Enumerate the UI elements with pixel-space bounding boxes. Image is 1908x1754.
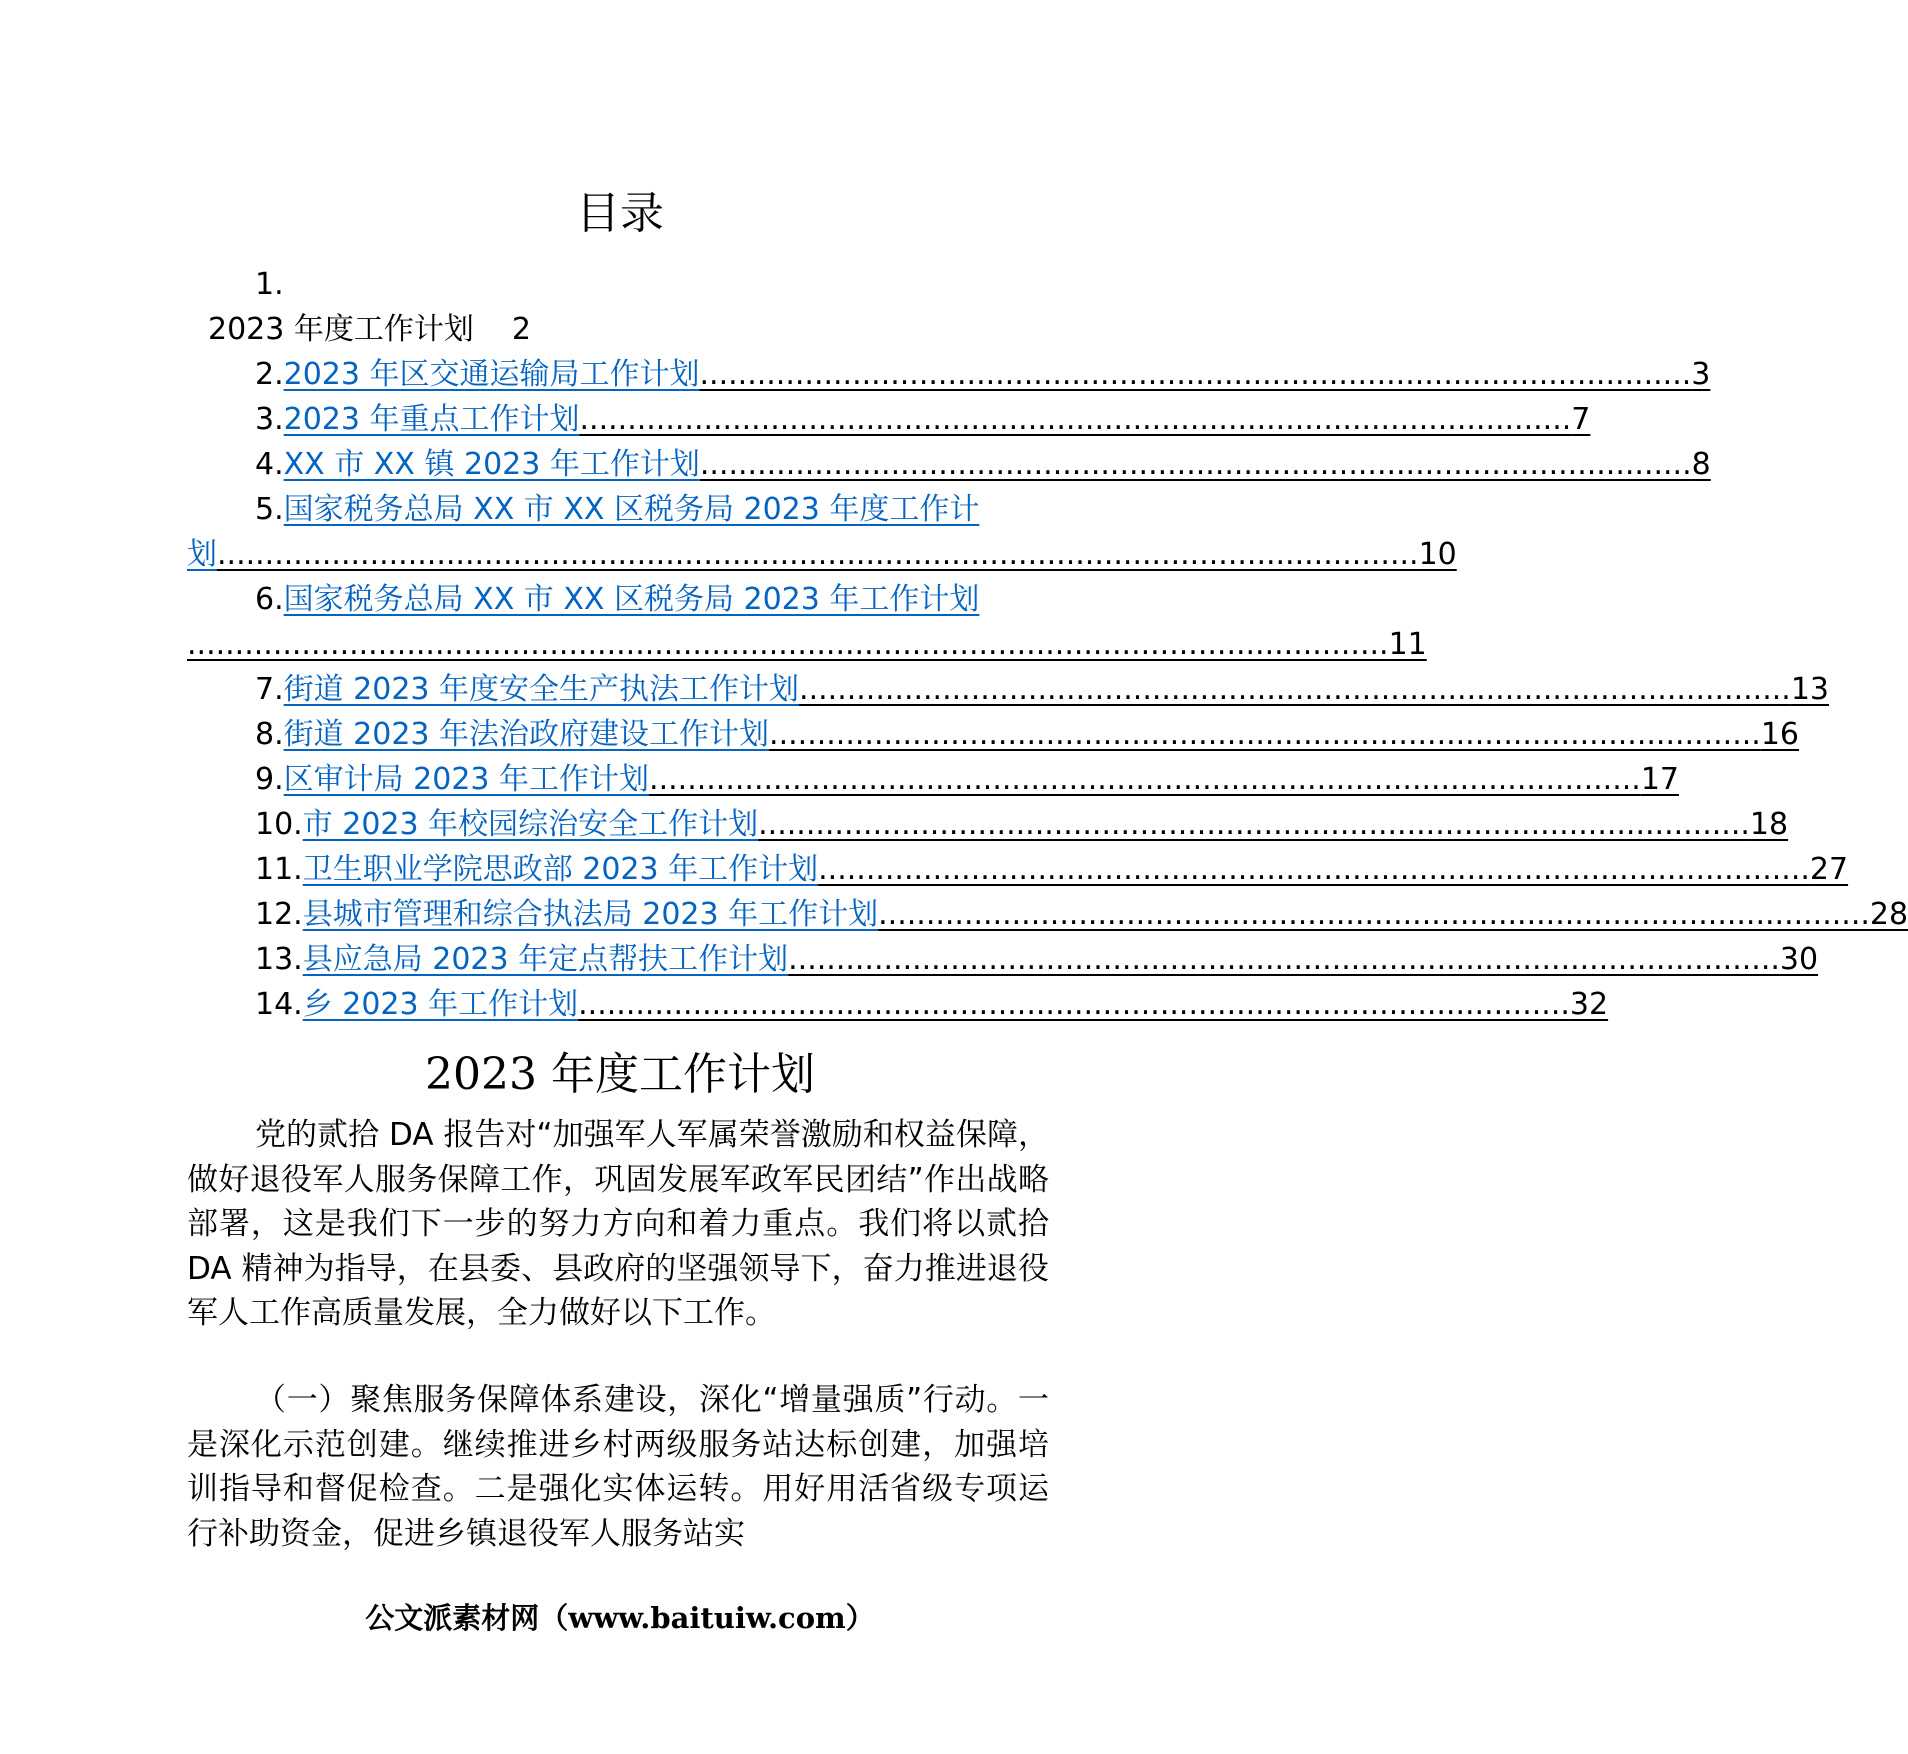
toc-entry-page: 8 (1691, 447, 1711, 482)
toc-entry-number: 2. (255, 357, 284, 392)
toc-entry-link[interactable]: XX 市 XX 镇 2023 年工作计划 (283, 447, 700, 482)
toc-leader-dots: ........................................................................................................ (699, 357, 1692, 392)
toc-entry-number: 8. (255, 717, 284, 752)
toc-entry-number: 11. (255, 852, 303, 887)
toc-entry-page: 17 (1640, 762, 1679, 797)
toc-entry-number: 14. (255, 987, 303, 1022)
toc-leader-dots: ........................................................................................................ (799, 672, 1791, 707)
toc-entry-page: 16 (1760, 717, 1799, 752)
toc-entry-11[interactable] (187, 847, 1849, 892)
toc-entry-5-continued[interactable] (187, 532, 1457, 577)
toc-entry-link[interactable]: 街道 2023 年法治政府建设工作计划 (283, 717, 770, 752)
toc-entry-title: 2023 年度工作计划 (208, 312, 474, 347)
toc-entry-13[interactable] (187, 937, 1819, 982)
section-title: 2023 年度工作计划 (425, 1049, 815, 1100)
toc-entry-6-continued[interactable] (187, 622, 1427, 667)
toc-entry-8[interactable] (187, 712, 1799, 757)
toc-leader-dots: ........................................................................................................ (649, 762, 1641, 797)
toc-leader-dots: ........................................................................................................ (758, 807, 1750, 842)
toc-leader-dots: .............................................................................................................................. (187, 627, 1389, 662)
toc-entry-number: 10. (255, 807, 303, 842)
toc-entry-number: 6. (255, 582, 284, 617)
toc-entry-4[interactable] (187, 442, 1711, 487)
toc-leader-dots: .............................................................................................................................. (217, 537, 1419, 572)
toc-entry-link[interactable]: 县应急局 2023 年定点帮扶工作计划 (302, 942, 789, 977)
toc-entry-link[interactable]: 卫生职业学院思政部 2023 年工作计划 (302, 852, 819, 887)
toc-entry-link[interactable]: 县城市管理和综合执法局 2023 年工作计划 (302, 897, 879, 932)
toc-entry-number: 7. (255, 672, 284, 707)
toc-entry-1[interactable] (187, 307, 1055, 352)
toc-entry-link[interactable]: 区审计局 2023 年工作计划 (283, 762, 650, 797)
toc-entry-link[interactable]: 国家税务总局 XX 市 XX 区税务局 2023 年工作计划 (283, 582, 980, 617)
toc-entry-number: 9. (255, 762, 284, 797)
toc-entry-12[interactable] (187, 892, 1908, 937)
toc-entry-2[interactable] (187, 352, 1711, 397)
toc-entry-number: 4. (255, 447, 284, 482)
toc-entry-10[interactable] (187, 802, 1789, 847)
toc-entry-number: 13. (255, 942, 303, 977)
toc-entry-link[interactable]: 乡 2023 年工作计划 (302, 987, 579, 1022)
toc-leader-dots: ........................................................................................................ (578, 987, 1570, 1022)
toc-leader-dots: ........................................................................................................ (818, 852, 1810, 887)
toc-entry-page: 13 (1790, 672, 1829, 707)
toc-leader-dots: ........................................................................................................ (878, 897, 1870, 932)
toc-entry-7[interactable] (187, 667, 1829, 712)
toc-entry-link[interactable]: 2023 年重点工作计划 (283, 402, 580, 437)
toc-entry-page: 28 (1869, 897, 1908, 932)
toc-entry-page: 32 (1569, 987, 1609, 1022)
toc-entry-page: 7 (1571, 402, 1591, 437)
toc-entry-page: 10 (1418, 537, 1457, 572)
toc-entry-link[interactable]: 街道 2023 年度安全生产执法工作计划 (283, 672, 800, 707)
toc-entry-5[interactable] (187, 487, 1055, 532)
toc-leader-dots: ........................................................................................................ (769, 717, 1761, 752)
toc-entry-1-number-line (187, 262, 1055, 307)
toc-entry-number: 5. (255, 492, 284, 527)
toc-entry-3[interactable] (187, 397, 1591, 442)
toc-entry-link[interactable]: 2023 年区交通运输局工作计划 (283, 357, 700, 392)
table-of-contents (187, 262, 1908, 1027)
toc-entry-page: 27 (1809, 852, 1849, 887)
toc-entry-link-continued[interactable]: 划 (187, 537, 217, 572)
toc-leader-dots: ........................................................................................................ (699, 447, 1692, 482)
toc-entry-number: 3. (255, 402, 284, 437)
toc-entry-page: 18 (1749, 807, 1789, 842)
toc-entry-page: 3 (1691, 357, 1711, 392)
toc-entry-link[interactable]: 国家税务总局 XX 市 XX 区税务局 2023 年度工作计 (283, 492, 980, 527)
toc-leader-dots: ........................................................................................................ (579, 402, 1572, 437)
toc-entry-page: 30 (1779, 942, 1819, 977)
toc-entry-14[interactable] (187, 982, 1609, 1027)
footer-watermark: 公文派素材网（www.baituiw.com） (365, 1601, 875, 1635)
body-paragraph-1: 党的贰拾 DA 报告对“加强军人军属荣誉激励和权益保障，做好退役军人服务保障工作，巩固发展军政军民团结”作出战略部署，这是我们下一步的努力方向和着力重点。我们将以贰拾 DA 精神为指导，在县委、县政府的坚强领导下，奋力推进退役军人工作高质量发展，全力做好以下工作。 (187, 1117, 1049, 1332)
toc-entry-link[interactable]: 市 2023 年校园综治安全工作计划 (302, 807, 759, 842)
toc-leader-dots: ........................................................................................................ (788, 942, 1780, 977)
toc-entry-page: 11 (1388, 627, 1427, 662)
toc-entry-9[interactable] (187, 757, 1679, 802)
toc-title: 目录 (576, 188, 664, 239)
toc-entry-number: 1. (255, 267, 284, 302)
toc-entry-number: 12. (255, 897, 303, 932)
toc-entry-6[interactable] (187, 577, 1055, 622)
body-paragraph-2: （一）聚焦服务保障体系建设，深化“增量强质”行动。一是深化示范创建。继续推进乡村两级服务站达标创建，加强培训指导和督促检查。二是强化实体运转。用好用活省级专项运行补助资金，促进乡镇退役军人服务站实 (187, 1382, 1049, 1552)
toc-entry-page: 2 (511, 312, 531, 347)
